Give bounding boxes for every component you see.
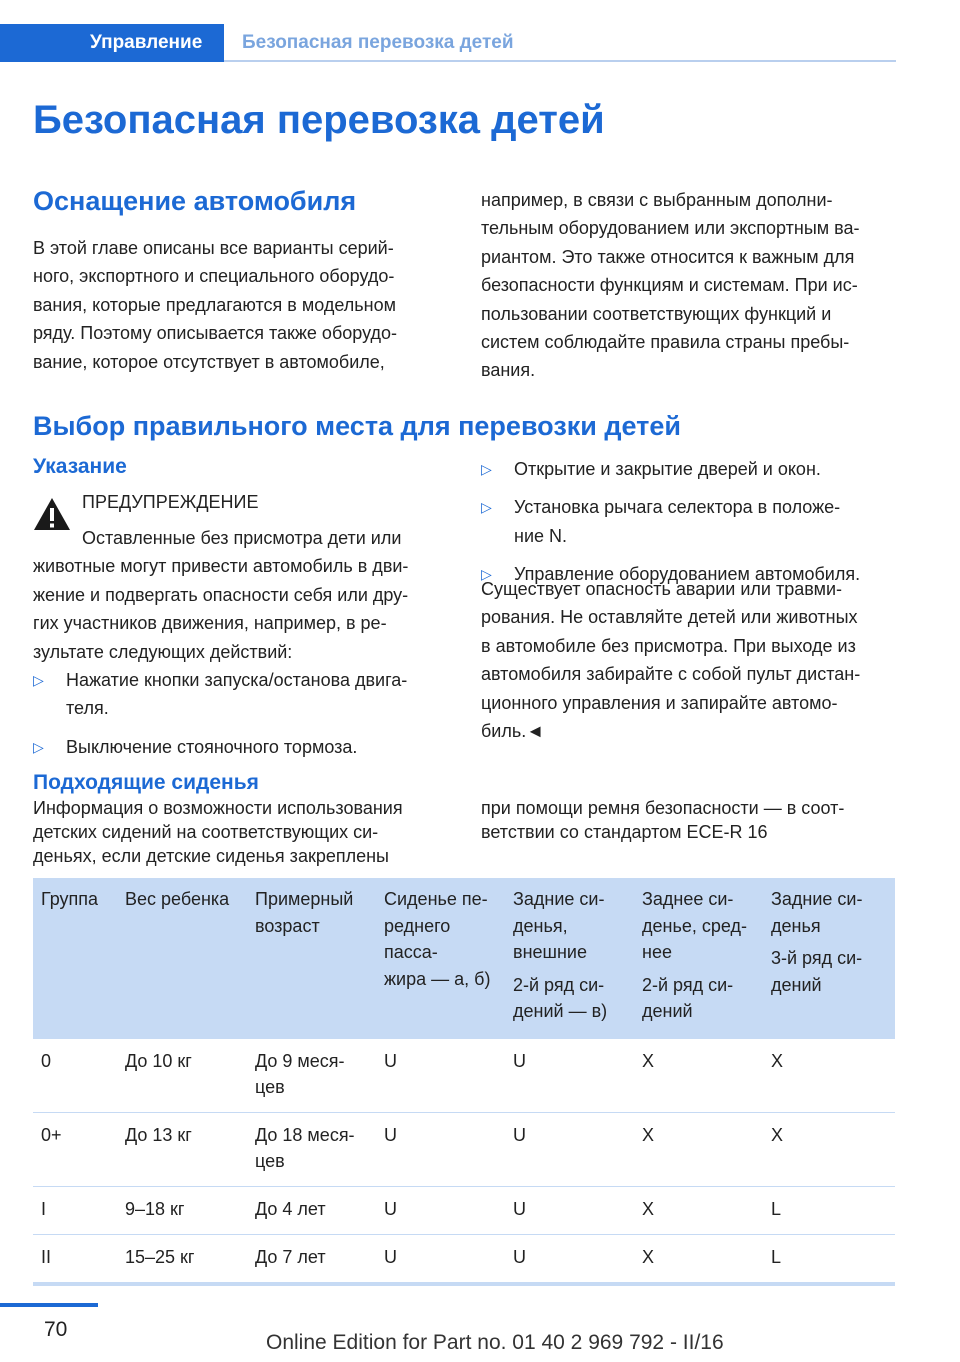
text-line: жира — а, б) [384, 968, 491, 989]
text-line: X [771, 1050, 784, 1071]
text-line: U [513, 1050, 526, 1071]
text-line: теля. [66, 698, 109, 719]
table-cell [505, 1186, 634, 1234]
seats-text-col2 [481, 796, 844, 844]
table-cell [505, 1234, 634, 1284]
text-line: U [513, 1198, 526, 1219]
text-line: U [513, 1246, 526, 1267]
text-line: До 9 меся- [255, 1050, 345, 1071]
table-cell [117, 1039, 247, 1113]
table-cell [117, 1234, 247, 1284]
text-line: при помощи ремня безопасности — в соот- [481, 798, 845, 818]
table-cell [763, 1039, 895, 1113]
text-line: нее [642, 942, 672, 962]
column-header [376, 878, 505, 1039]
text-line: Примерный [255, 889, 354, 909]
text-line: ного, экспортного и специального оборудо- [33, 266, 395, 287]
text-line: цев [255, 1150, 285, 1171]
table-cell [634, 1234, 763, 1284]
text-line: реднего [384, 915, 451, 936]
text-line: вания, которые предлагаются в модельном [33, 294, 396, 315]
text-line: До 18 меся- [255, 1124, 355, 1145]
column-header [763, 878, 895, 1039]
triangle-bullet-icon: ▷ [481, 566, 492, 583]
text-line: Задние си- [513, 889, 605, 909]
table-cell [505, 1112, 634, 1186]
edition-text: Online Edition for Part no. 01 40 2 969 792 - II/16 [266, 1331, 724, 1354]
text-line: тельным оборудованием или экспортным ва- [481, 218, 860, 239]
text-line: Группа [41, 889, 99, 909]
column-header [634, 878, 763, 1039]
text-line: До 7 лет [255, 1246, 326, 1267]
equipment-text-col2 [481, 186, 860, 385]
text-line: Существует опасность аварии или травми- [481, 579, 842, 599]
text-line: L [771, 1198, 782, 1219]
page-header [0, 24, 960, 62]
table-cell [33, 1234, 117, 1284]
seats-heading: Подходящие сиденья [33, 771, 259, 794]
conclusion-text [481, 575, 860, 745]
text-line: риантом. Это также относится к важным для [481, 246, 855, 267]
text-line: рования. Не оставляйте детей или животных [481, 607, 858, 628]
text-line: 0 [41, 1050, 52, 1071]
text-line: животные могут привести автомобиль в дви- [33, 556, 409, 577]
text-line: До 13 кг [125, 1124, 192, 1145]
text-line: зультате следующих действий: [33, 641, 293, 662]
text-line: X [642, 1124, 655, 1145]
text-line: денья, [513, 915, 568, 936]
text-line: U [384, 1124, 397, 1145]
text-line: биль.◄ [481, 721, 545, 742]
text-line: I [41, 1198, 47, 1219]
table-row [33, 1039, 895, 1113]
text-line: Управление оборудованием автомобиля. [514, 564, 861, 585]
text-line: ветствии со стандартом ECE-R 16 [481, 822, 768, 842]
text-line: 2-й ряд си- [513, 974, 605, 995]
table-cell [247, 1112, 376, 1186]
text-line: внешние [513, 942, 587, 962]
table-cell [33, 1039, 117, 1113]
text-line: Задние си- [771, 889, 863, 909]
text-line: дений [642, 1001, 693, 1021]
text-line: Оставленные без присмотра дети или [82, 528, 402, 548]
table-cell [247, 1186, 376, 1234]
text-line: пасса- [384, 942, 438, 962]
column-header [247, 878, 376, 1039]
text-line: U [513, 1124, 526, 1145]
table-row [33, 1186, 895, 1234]
text-line: безопасности функциям и системам. При ис- [481, 275, 858, 296]
text-line: Информация о возможности использования [33, 798, 403, 818]
text-line: До 4 лет [255, 1198, 326, 1219]
table-cell [763, 1112, 895, 1186]
bullet-list-left [33, 666, 407, 761]
table-cell [376, 1234, 505, 1284]
child-seat-table [33, 878, 895, 1286]
text-line: денья [771, 915, 821, 936]
text-line: В этой главе описаны все варианты серий- [33, 238, 394, 258]
text-line: цев [255, 1076, 285, 1097]
text-line: дений — в) [513, 1001, 608, 1021]
text-line: например, в связи с выбранным дополни- [481, 190, 833, 210]
table-cell [634, 1112, 763, 1186]
text-line: U [384, 1050, 397, 1071]
page-title: Безопасная перевозка детей [33, 98, 605, 142]
section-tab[interactable]: Безопасная перевозка детей [242, 32, 514, 53]
text-line: автомобиля забирайте с собой пульт дистан- [481, 664, 861, 685]
place-heading: Выбор правильного места для перевозки детей [33, 411, 681, 441]
text-line: 9–18 кг [125, 1198, 185, 1219]
text-line: гих участников движения, например, в ре- [33, 613, 387, 634]
table-cell [117, 1186, 247, 1234]
table-cell [763, 1234, 895, 1284]
table-body [33, 1039, 895, 1284]
text-line: Открытие и закрытие дверей и окон. [514, 459, 821, 479]
chapter-tab[interactable]: Управление [0, 24, 224, 62]
table-cell [376, 1112, 505, 1186]
note-heading: Указание [33, 455, 127, 478]
text-line: Выключение стояночного тормоза. [66, 736, 358, 757]
text-line: жение и подвергать опасности себя или дру- [33, 584, 409, 605]
bullet-list-right [481, 455, 860, 589]
table-cell [117, 1112, 247, 1186]
table-header-row [33, 878, 895, 1039]
column-header [505, 878, 634, 1039]
text-line: дений [771, 974, 822, 995]
text-line: X [771, 1124, 784, 1145]
text-line: возраст [255, 915, 320, 936]
table-row [33, 1112, 895, 1186]
list-item [33, 733, 407, 761]
text-line: вания. [481, 360, 536, 381]
triangle-bullet-icon: ▷ [33, 672, 44, 688]
text-line: 3-й ряд си- [771, 948, 863, 968]
text-line: денье, сред- [642, 915, 747, 936]
table-cell [763, 1186, 895, 1234]
text-line: ние N. [514, 525, 568, 546]
table-cell [33, 1112, 117, 1186]
text-line: L [771, 1246, 782, 1267]
footer-bar [0, 1303, 98, 1307]
list-item [481, 493, 860, 550]
list-item [481, 455, 860, 483]
table-cell [33, 1186, 117, 1234]
text-line: X [642, 1246, 655, 1267]
text-line: Вес ребенка [125, 889, 230, 909]
triangle-bullet-icon: ▷ [33, 738, 44, 755]
text-line: в автомобиле без присмотра. При выходе из [481, 635, 856, 656]
triangle-bullet-icon: ▷ [481, 461, 492, 477]
text-line: U [384, 1246, 397, 1267]
text-line: X [642, 1198, 655, 1219]
equipment-heading: Оснащение автомобиля [33, 186, 357, 216]
warning-label: ПРЕДУПРЕЖДЕНИЕ [82, 492, 259, 512]
table-row [33, 1234, 895, 1284]
table-cell [505, 1039, 634, 1113]
text-line: систем соблюдайте правила страны пребы- [481, 332, 850, 353]
column-header [117, 878, 247, 1039]
table-cell [634, 1186, 763, 1234]
text-line: Установка рычага селектора в положе- [514, 497, 841, 518]
table-cell [634, 1039, 763, 1113]
text-line: вание, которое отсутствует в автомобиле, [33, 351, 385, 372]
table-cell [247, 1234, 376, 1284]
column-header [33, 878, 117, 1039]
text-line: До 10 кг [125, 1050, 192, 1071]
warning-text [33, 524, 408, 666]
text-line: II [41, 1246, 52, 1267]
text-line: Сиденье пе- [384, 889, 488, 909]
text-line: 15–25 кг [125, 1246, 195, 1267]
text-line: ряду. Поэтому описывается также оборудо- [33, 323, 397, 344]
text-line: 0+ [41, 1124, 62, 1145]
text-line: пользовании соответствующих функций и [481, 303, 832, 324]
list-item [33, 666, 407, 723]
text-line: Заднее си- [642, 889, 734, 909]
text-line: детских сидений на соответствующих си- [33, 822, 379, 842]
text-line: деньях, если детские сиденья закреплены [33, 846, 389, 866]
seats-text-col1 [33, 796, 403, 868]
text-line: ционного управления и запирайте автомо- [481, 692, 838, 713]
header-rule [224, 60, 896, 62]
page-number: 70 [44, 1318, 68, 1341]
table-cell [376, 1039, 505, 1113]
triangle-bullet-icon: ▷ [481, 499, 492, 516]
text-line: U [384, 1198, 397, 1219]
text-line: Нажатие кнопки запуска/останова двига- [66, 670, 408, 690]
table-cell [376, 1186, 505, 1234]
equipment-text-col1 [33, 234, 397, 376]
text-line: 2-й ряд си- [642, 974, 734, 995]
text-line: X [642, 1050, 655, 1071]
table-cell [247, 1039, 376, 1113]
